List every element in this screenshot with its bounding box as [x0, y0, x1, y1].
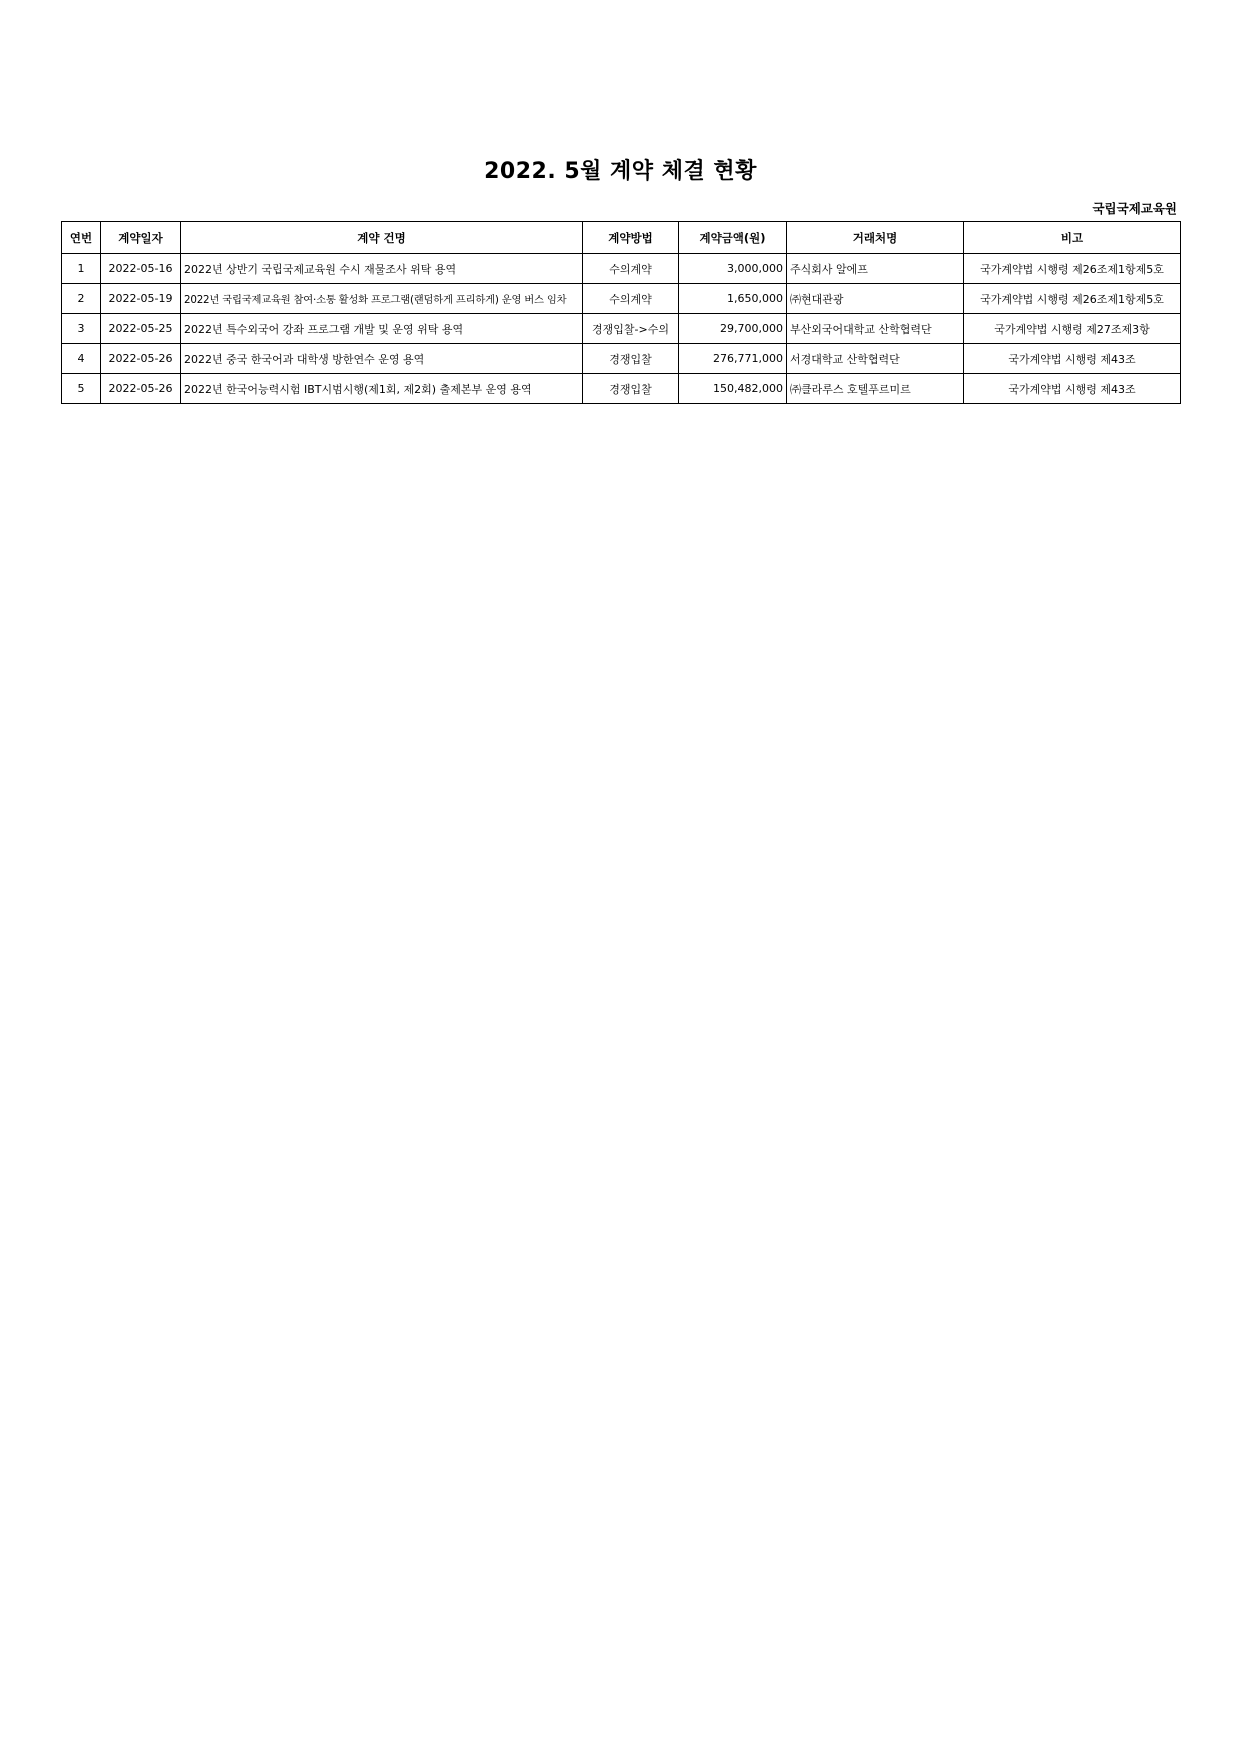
cell-date: 2022-05-25: [101, 314, 181, 344]
table-row: [62, 374, 1181, 404]
cell-amount: 276,771,000: [679, 344, 787, 374]
header-date: 계약일자: [101, 222, 181, 254]
cell-note: 국가계약법 시행령 제26조제1항제5호: [964, 254, 1181, 284]
cell-name: 2022년 특수외국어 강좌 프로그램 개발 및 운영 위탁 용역: [181, 314, 583, 344]
header-no: 연번: [62, 222, 101, 254]
cell-method: 수의계약: [583, 254, 679, 284]
cell-no: 2: [62, 284, 101, 314]
page-title: 2022. 5월 계약 체결 현황: [484, 159, 757, 184]
contract-table: [61, 221, 1181, 404]
cell-amount: 29,700,000: [679, 314, 787, 344]
table-header: [62, 222, 1181, 254]
cell-note: 국가계약법 시행령 제26조제1항제5호: [964, 284, 1181, 314]
cell-note: 국가계약법 시행령 제27조제3항: [964, 314, 1181, 344]
cell-date: 2022-05-19: [101, 284, 181, 314]
header-vendor: 거래처명: [787, 222, 964, 254]
cell-vendor: 주식회사 알에프: [787, 254, 964, 284]
table-body: [62, 254, 1181, 404]
cell-name: 2022년 국립국제교육원 참여·소통 활성화 프로그램(랜덤하게 프리하게) 운영 버스 임차: [181, 284, 583, 314]
cell-date: 2022-05-26: [101, 344, 181, 374]
cell-method: 수의계약: [583, 284, 679, 314]
cell-method: 경쟁입찰: [583, 374, 679, 404]
cell-method: 경쟁입찰: [583, 344, 679, 374]
cell-vendor: 부산외국어대학교 산학협력단: [787, 314, 964, 344]
cell-no: 3: [62, 314, 101, 344]
cell-date: 2022-05-26: [101, 374, 181, 404]
cell-vendor: ㈜클라루스 호텔푸르미르: [787, 374, 964, 404]
header-name: 계약 건명: [181, 222, 583, 254]
cell-amount: 150,482,000: [679, 374, 787, 404]
table-row: [62, 284, 1181, 314]
cell-note: 국가계약법 시행령 제43조: [964, 374, 1181, 404]
cell-vendor: 서경대학교 산학협력단: [787, 344, 964, 374]
cell-method: 경쟁입찰->수의: [583, 314, 679, 344]
cell-name: 2022년 한국어능력시험 IBT시범시행(제1회, 제2회) 출제본부 운영 용역: [181, 374, 583, 404]
header-note: 비고: [964, 222, 1181, 254]
cell-no: 1: [62, 254, 101, 284]
organization-name: 국립국제교육원: [1092, 201, 1177, 216]
table-row: [62, 344, 1181, 374]
header-row: [62, 222, 1181, 254]
table-row: [62, 314, 1181, 344]
table-row: [62, 254, 1181, 284]
cell-vendor: ㈜현대관광: [787, 284, 964, 314]
cell-no: 4: [62, 344, 101, 374]
header-method: 계약방법: [583, 222, 679, 254]
cell-name: 2022년 중국 한국어과 대학생 방한연수 운영 용역: [181, 344, 583, 374]
cell-note: 국가계약법 시행령 제43조: [964, 344, 1181, 374]
cell-amount: 1,650,000: [679, 284, 787, 314]
cell-date: 2022-05-16: [101, 254, 181, 284]
cell-no: 5: [62, 374, 101, 404]
header-amount: 계약금액(원): [679, 222, 787, 254]
cell-name: 2022년 상반기 국립국제교육원 수시 재물조사 위탁 용역: [181, 254, 583, 284]
cell-amount: 3,000,000: [679, 254, 787, 284]
